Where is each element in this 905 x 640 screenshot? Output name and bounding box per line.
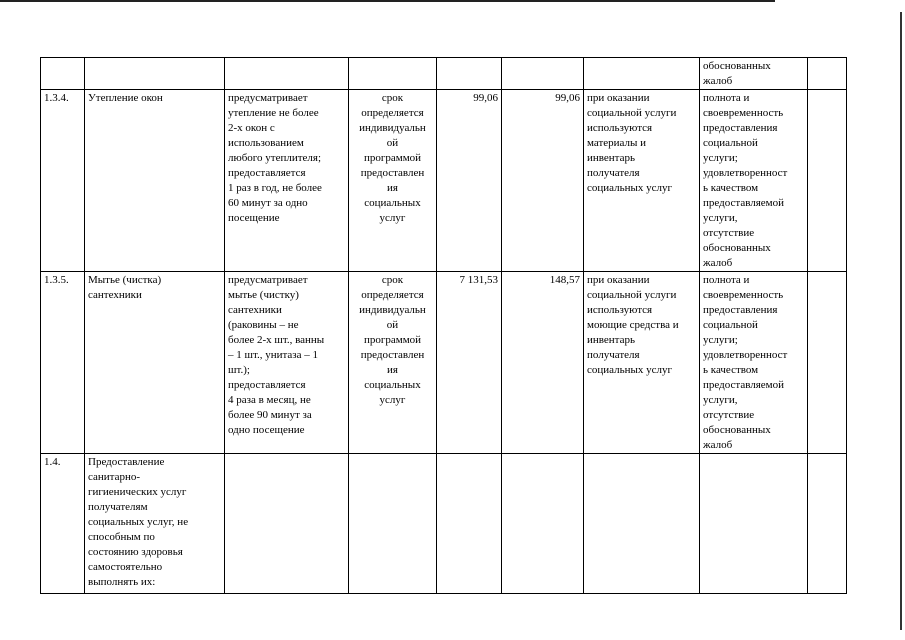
conditions-cell: при оказании социальной услуги используются моющие средства и инвентарь получателя социальных услуг <box>584 272 700 454</box>
indicators-cell: обоснованных жалоб <box>700 58 808 90</box>
row-number-cell: 1.4. <box>41 454 85 594</box>
row-number-cell: 1.3.4. <box>41 90 85 272</box>
term-cell: срок определяется индивидуальн ой программой предоставлен ия социальных услуг <box>349 90 437 272</box>
cost-cell <box>502 454 584 594</box>
price-cell: 99,06 <box>437 90 502 272</box>
extra-cell <box>808 90 847 272</box>
row-number-cell: 1.3.5. <box>41 272 85 454</box>
description-cell <box>225 454 349 594</box>
indicators-cell <box>700 454 808 594</box>
conditions-cell: при оказании социальной услуги используются материалы и инвентарь получателя социальных услуг <box>584 90 700 272</box>
extra-cell <box>808 272 847 454</box>
extra-cell <box>808 454 847 594</box>
price-cell <box>437 454 502 594</box>
price-cell <box>437 58 502 90</box>
description-cell: предусматривает утепление не более 2-х окон с использованием любого утеплителя; предоставляется 1 раз в год, не более 60 минут за одно посещение <box>225 90 349 272</box>
description-cell: предусматривает мытье (чистку) сантехники (раковины – не более 2-х шт., ванны – 1 шт., унитаза – 1 шт.); предоставляется 4 раза в месяц, не более 90 минут за одно посещение <box>225 272 349 454</box>
description-cell <box>225 58 349 90</box>
service-name-cell: Утепление окон <box>85 90 225 272</box>
term-cell <box>349 454 437 594</box>
table-row <box>41 90 847 272</box>
indicators-cell: полнота и своевременность предоставления социальной услуги; удовлетворенност ь качеством предоставляемой услуги, отсутствие обоснованных жалоб <box>700 272 808 454</box>
cost-cell: 99,06 <box>502 90 584 272</box>
conditions-cell <box>584 454 700 594</box>
table-row <box>41 272 847 454</box>
service-name-cell <box>85 58 225 90</box>
conditions-cell <box>584 58 700 90</box>
table-row <box>41 58 847 90</box>
cost-cell: 148,57 <box>502 272 584 454</box>
service-name-cell: Мытье (чистка) сантехники <box>85 272 225 454</box>
indicators-cell: полнота и своевременность предоставления социальной услуги; удовлетворенност ь качеством предоставляемой услуги, отсутствие обоснованных жалоб <box>700 90 808 272</box>
term-cell <box>349 58 437 90</box>
page-right-edge <box>900 12 902 630</box>
service-name-cell: Предоставление санитарно- гигиенических услуг получателям социальных услуг, не способным по состоянию здоровья самостоятельно выполнять их: <box>85 454 225 594</box>
term-cell: срок определяется индивидуальн ой программой предоставлен ия социальных услуг <box>349 272 437 454</box>
services-table <box>40 57 847 594</box>
table-row <box>41 454 847 594</box>
price-cell: 7 131,53 <box>437 272 502 454</box>
extra-cell <box>808 58 847 90</box>
row-number-cell <box>41 58 85 90</box>
page-top-rule <box>0 0 775 2</box>
cost-cell <box>502 58 584 90</box>
